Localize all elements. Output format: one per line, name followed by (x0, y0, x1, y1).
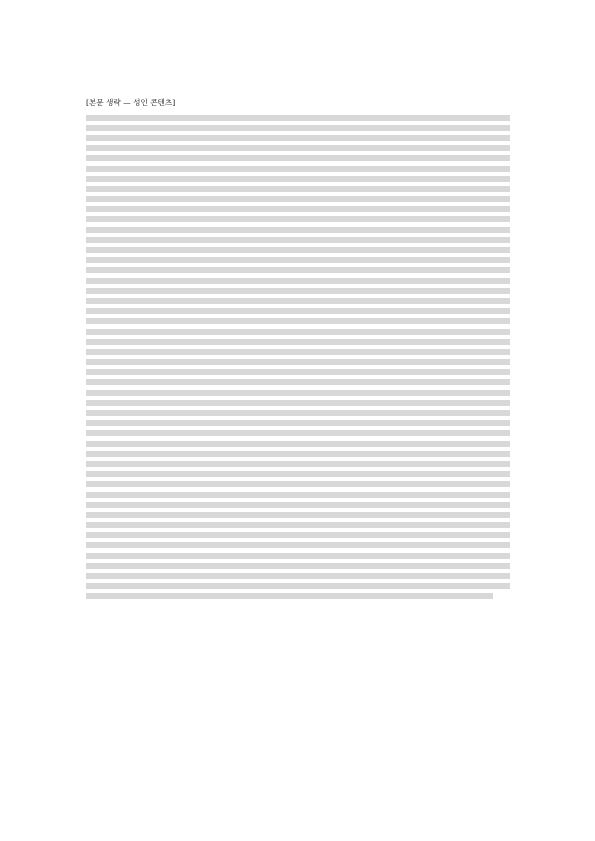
text-line-placeholder (86, 247, 510, 253)
text-line-placeholder (86, 206, 510, 212)
text-line-placeholder (86, 349, 510, 355)
text-line-placeholder (86, 176, 510, 182)
text-line-placeholder (86, 257, 510, 263)
text-line-placeholder (86, 471, 510, 477)
text-line-placeholder (86, 288, 510, 294)
text-line-placeholder (86, 379, 510, 385)
text-line-placeholder (86, 186, 510, 192)
text-line-placeholder (86, 583, 510, 589)
text-line-placeholder (86, 278, 510, 284)
text-line-placeholder (86, 318, 510, 324)
text-line-placeholder (86, 166, 510, 172)
text-line-placeholder (86, 145, 510, 151)
text-line-placeholder (86, 573, 510, 579)
text-line-placeholder (86, 227, 510, 233)
text-line-placeholder (86, 532, 510, 538)
text-line-placeholder (86, 135, 510, 141)
text-line-placeholder (86, 593, 493, 599)
text-line-placeholder (86, 359, 510, 365)
text-line-placeholder (86, 390, 510, 396)
text-line-placeholder (86, 329, 510, 335)
text-line-placeholder (86, 298, 510, 304)
text-line-placeholder (86, 196, 510, 202)
body-text (86, 96, 510, 604)
text-line-placeholder (86, 155, 510, 161)
text-line-placeholder (86, 308, 510, 314)
text-line-placeholder (86, 492, 510, 498)
text-line-placeholder (86, 441, 510, 447)
text-line-placeholder (86, 522, 510, 528)
text-line-placeholder (86, 563, 510, 569)
text-line-placeholder (86, 461, 510, 467)
text-line-placeholder (86, 502, 510, 508)
text-line-placeholder (86, 369, 510, 375)
text-line-placeholder (86, 115, 510, 121)
text-line-placeholder (86, 553, 510, 559)
text-line-placeholder (86, 542, 510, 548)
text-line-placeholder (86, 339, 510, 345)
text-line-placeholder (86, 400, 510, 406)
body-text-content: [본문 생략 — 성인 콘텐츠] (86, 98, 176, 107)
text-line-placeholder (86, 430, 510, 436)
text-line-placeholder (86, 267, 510, 273)
text-line-placeholder (86, 237, 510, 243)
text-line-placeholder (86, 216, 510, 222)
text-line-placeholder (86, 481, 510, 487)
text-line-placeholder (86, 410, 510, 416)
text-line-placeholder (86, 125, 510, 131)
text-line-placeholder (86, 451, 510, 457)
text-line-placeholder (86, 420, 510, 426)
text-line-placeholder (86, 512, 510, 518)
